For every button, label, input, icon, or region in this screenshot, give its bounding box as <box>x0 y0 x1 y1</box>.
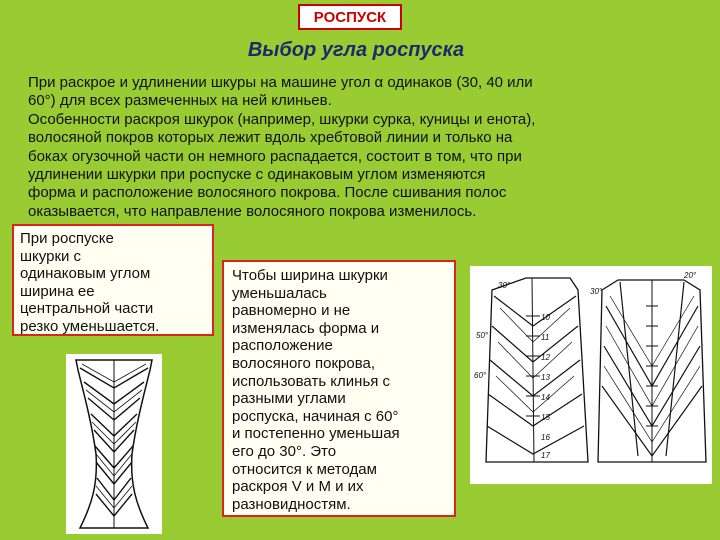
right-note-line: и постепенно уменьшая <box>232 425 400 443</box>
right-note-line: использовать клинья с <box>232 372 391 390</box>
right-note-line: расположение <box>232 337 333 355</box>
right-note-line: изменялась форма и <box>232 319 380 337</box>
number-label: 11 <box>541 333 550 342</box>
page-title: Выбор угла роспуска <box>247 39 465 61</box>
left-note-box <box>12 224 214 336</box>
right-note-line: волосяного покрова, <box>232 354 375 372</box>
right-note-line: относится к методам <box>232 460 377 478</box>
left-note-line: резко уменьшается. <box>20 317 160 335</box>
section-tag: РОСПУСК <box>298 4 402 30</box>
right-note-line: его до 30°. Это <box>232 442 337 460</box>
intro-line: волосяной покров которых лежит вдоль хребтовой линии и только на <box>28 129 513 147</box>
angle-label: 60° <box>474 371 487 380</box>
intro-line: 60°) для всех размеченных на ней клиньев. <box>28 92 332 110</box>
angle-label: 50° <box>476 331 489 340</box>
intro-line: оказывается, что направление волосяного покрова изменилось. <box>28 202 477 220</box>
left-note-line: шкурки с <box>20 247 82 265</box>
right-note-line: роспуска, начиная с 60° <box>232 407 399 425</box>
intro-line: удлинении шкурки при роспуске с одинаковым углом изменяются <box>28 166 486 184</box>
right-note-line: раскроя V и M и их <box>232 478 364 496</box>
intro-paragraph <box>28 74 692 221</box>
left-note-line: ширина ее <box>20 282 95 300</box>
intro-line: боках огузочной части он немного распадается, состоит в том, что при <box>28 147 522 165</box>
number-label: 14 <box>541 393 550 402</box>
pelt-varying-angle-figure <box>470 266 712 484</box>
right-note-line: Чтобы ширина шкурки <box>232 267 388 284</box>
intro-line: При раскрое и удлинении шкуры на машине угол α одинаков (30, 40 или <box>28 74 533 91</box>
number-label: 12 <box>541 353 550 362</box>
pelt-uniform-angle-drawing <box>66 354 162 534</box>
angle-label: 30° <box>498 281 511 290</box>
right-note-line: разными углами <box>232 390 346 408</box>
pelt-uniform-angle-figure <box>66 354 162 534</box>
intro-line: Особенности раскроя шкурок (например, шкурки сурка, куницы и енота), <box>28 110 536 128</box>
pelt-varying-angle-drawing <box>470 266 712 484</box>
angle-label: 20° <box>684 271 697 280</box>
number-label: 15 <box>541 413 550 422</box>
angle-label: 30° <box>590 287 603 296</box>
right-note-box <box>222 260 456 517</box>
number-label: 17 <box>541 451 550 460</box>
left-note-line: При роспуске <box>20 230 114 247</box>
right-note-line: уменьшалась <box>232 284 327 302</box>
number-label: 10 <box>541 313 550 322</box>
intro-line: форма и расположение волосяного покрова. После сшивания полос <box>28 184 507 202</box>
number-label: 16 <box>541 433 550 442</box>
left-note-line: центральной части <box>20 300 154 317</box>
right-note-line: равномерно и не <box>232 302 351 320</box>
right-note-line: разновидностям. <box>232 495 351 513</box>
number-label: 13 <box>541 373 550 382</box>
left-note-line: одинаковым углом <box>20 265 151 282</box>
